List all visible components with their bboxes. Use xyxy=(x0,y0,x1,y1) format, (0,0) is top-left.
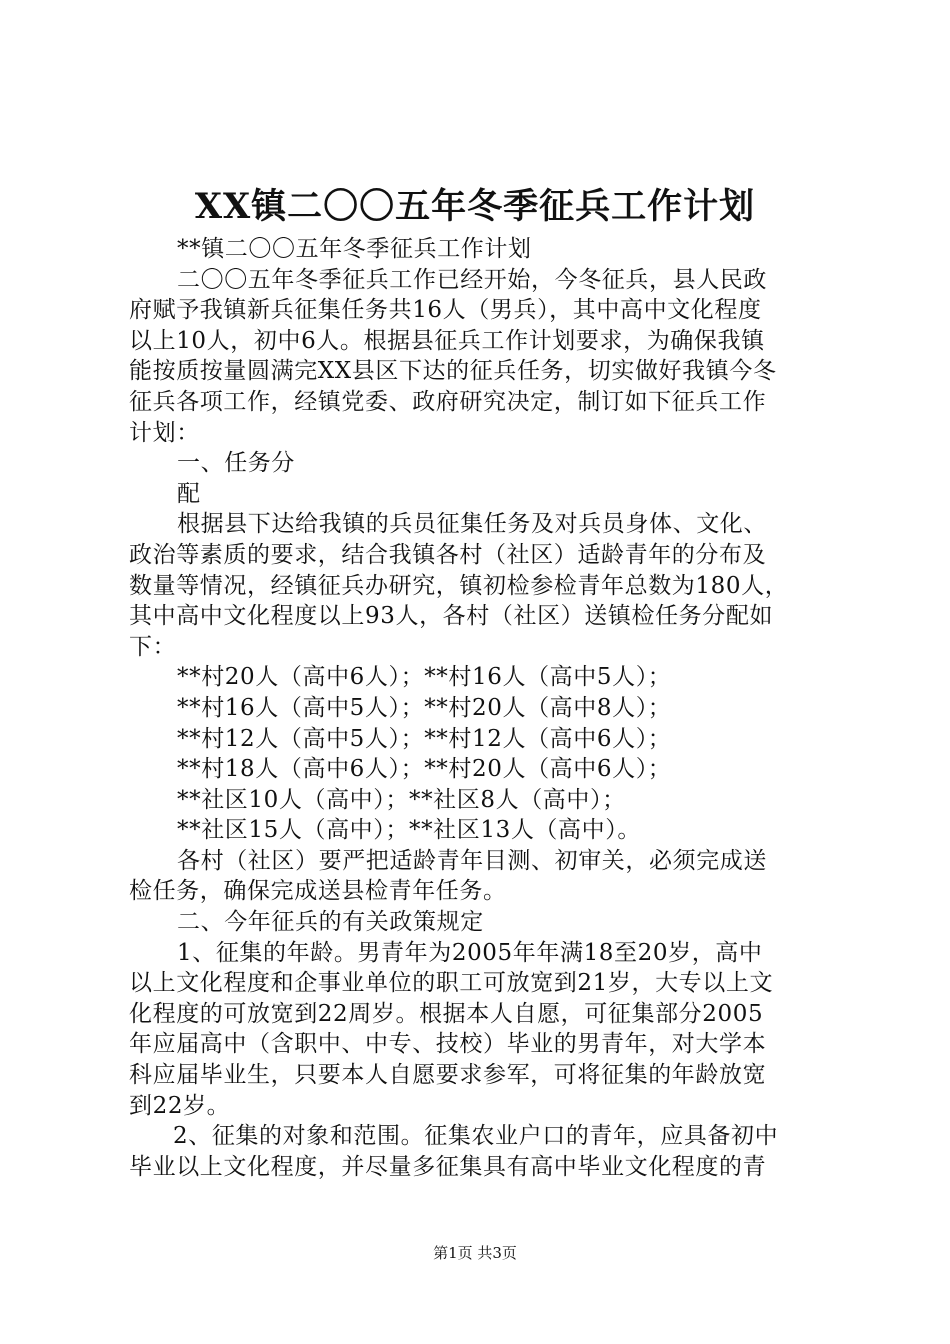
body-line: 府赋予我镇新兵征集任务共16人（男兵），其中高中文化程度 xyxy=(129,297,762,324)
page-footer: 第1页 共3页 xyxy=(433,1244,517,1262)
body-line: 能按质按量圆满完XX县区下达的征兵任务，切实做好我镇今冬 xyxy=(129,358,777,385)
body-line: 二〇〇五年冬季征兵工作已经开始，今冬征兵，县人民政 xyxy=(177,266,767,293)
body-line: **村12人（高中5人）；**村12人（高中6人）； xyxy=(177,725,672,752)
body-line: 以上文化程度和企事业单位的职工可放宽到21岁，大专以上文 xyxy=(129,970,774,997)
body-line: 科应届毕业生，只要本人自愿要求参军，可将征集的年龄放宽 xyxy=(129,1062,767,1089)
body-line: 一、任务分 xyxy=(177,450,295,477)
document-body xyxy=(129,234,834,1182)
body-line: **村18人（高中6人）；**村20人（高中6人）； xyxy=(177,756,672,783)
body-line: 到22岁。 xyxy=(129,1092,231,1119)
body-line: 毕业以上文化程度，并尽量多征集具有高中毕业文化程度的青 xyxy=(129,1153,767,1180)
body-line: 数量等情况，经镇征兵办研究，镇初检参检青年总数为180人， xyxy=(129,572,789,599)
body-line: 其中高中文化程度以上93人，各村（社区）送镇检任务分配如 xyxy=(129,603,774,630)
body-line: 二、今年征兵的有关政策规定 xyxy=(177,909,484,936)
body-line: **镇二〇〇五年冬季征兵工作计划 xyxy=(177,236,532,262)
body-line: 检任务，确保完成送县检青年任务。 xyxy=(129,878,507,905)
body-line: 政治等素质的要求，结合我镇各村（社区）适龄青年的分布及 xyxy=(129,541,767,568)
body-line: 化程度的可放宽到22周岁。根据本人自愿，可征集部分2005 xyxy=(129,1000,764,1027)
body-line: 根据县下达给我镇的兵员征集任务及对兵员身体、文化、 xyxy=(177,511,767,538)
body-line: **村20人（高中6人）；**村16人（高中5人）； xyxy=(177,664,672,691)
body-line: 各村（社区）要严把适龄青年目测、初审关，必须完成送 xyxy=(177,847,767,874)
body-line: 以上10人，初中6人。根据县征兵工作计划要求，为确保我镇 xyxy=(129,327,765,354)
body-line: 1、征集的年龄。男青年为2005年年满18至20岁，高中 xyxy=(177,939,763,966)
body-line: 计划： xyxy=(129,419,200,446)
body-line: **社区15人（高中）；**社区13人（高中）。 xyxy=(177,817,641,844)
body-line: 下： xyxy=(129,633,177,660)
body-line: 年应届高中（含职中、中专、技校）毕业的男青年，对大学本 xyxy=(129,1031,767,1058)
body-line: **村16人（高中5人）；**村20人（高中8人）； xyxy=(177,694,672,721)
body-line: **社区10人（高中）；**社区8人（高中）； xyxy=(177,786,626,813)
document-title: XX镇二〇〇五年冬季征兵工作计划 xyxy=(194,186,756,227)
body-line: 征兵各项工作，经镇党委、政府研究决定，制订如下征兵工作 xyxy=(129,388,767,415)
body-line: 配 xyxy=(177,480,201,507)
body-line: 2、征集的对象和范围。征集农业户口的青年，应具备初中 xyxy=(173,1123,779,1150)
